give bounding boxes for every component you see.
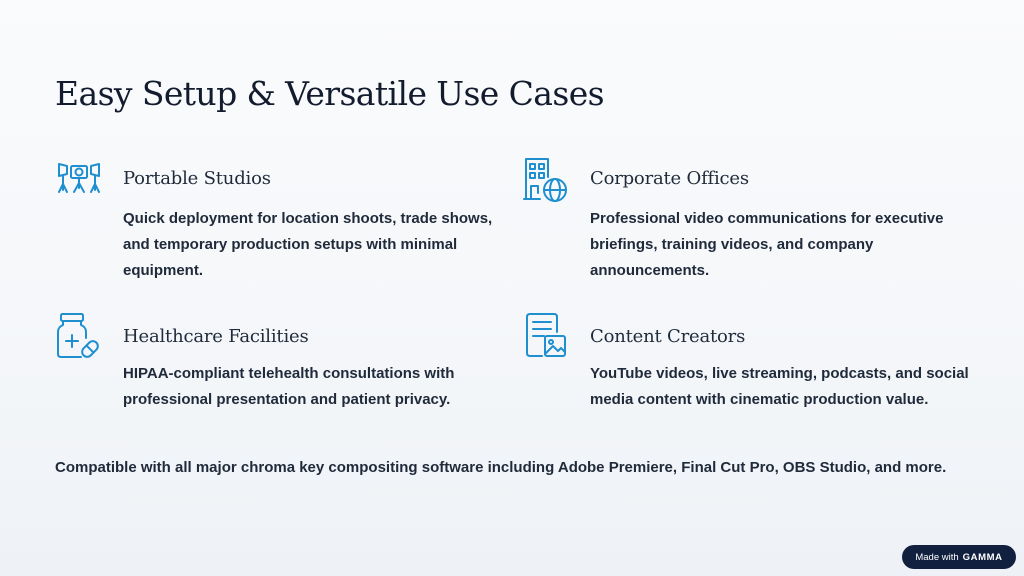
compatibility-note: Compatible with all major chroma key compositing software including Adobe Premiere, Final Cut Pro, OBS Studio, and more. — [55, 459, 947, 476]
card-description: HIPAA-compliant telehealth consultations with professional presentation and patient privacy. — [123, 365, 455, 408]
card-heading: Portable Studios — [123, 168, 271, 189]
card-description: Quick deployment for location shoots, trade shows, and temporary production setups with minimal equipment. — [123, 210, 493, 279]
document-image-icon — [522, 312, 570, 360]
card-heading: Healthcare Facilities — [123, 326, 309, 347]
page-title: Easy Setup & Versatile Use Cases — [55, 74, 604, 113]
medicine-bottle-pill-icon — [55, 312, 103, 360]
office-building-globe-icon — [522, 155, 570, 203]
badge-prefix: Made with — [915, 551, 959, 563]
card-description: Professional video communications for executive briefings, training videos, and company announcements. — [590, 210, 944, 279]
card-description: YouTube videos, live streaming, podcasts, and social media content with cinematic production value. — [590, 365, 969, 408]
made-with-gamma-badge[interactable] — [902, 545, 1016, 569]
card-heading: Content Creators — [590, 326, 746, 347]
card-heading: Corporate Offices — [590, 168, 749, 189]
gamma-logo: GAMMA — [962, 551, 1003, 563]
studio-lights-camera-icon — [55, 160, 103, 208]
